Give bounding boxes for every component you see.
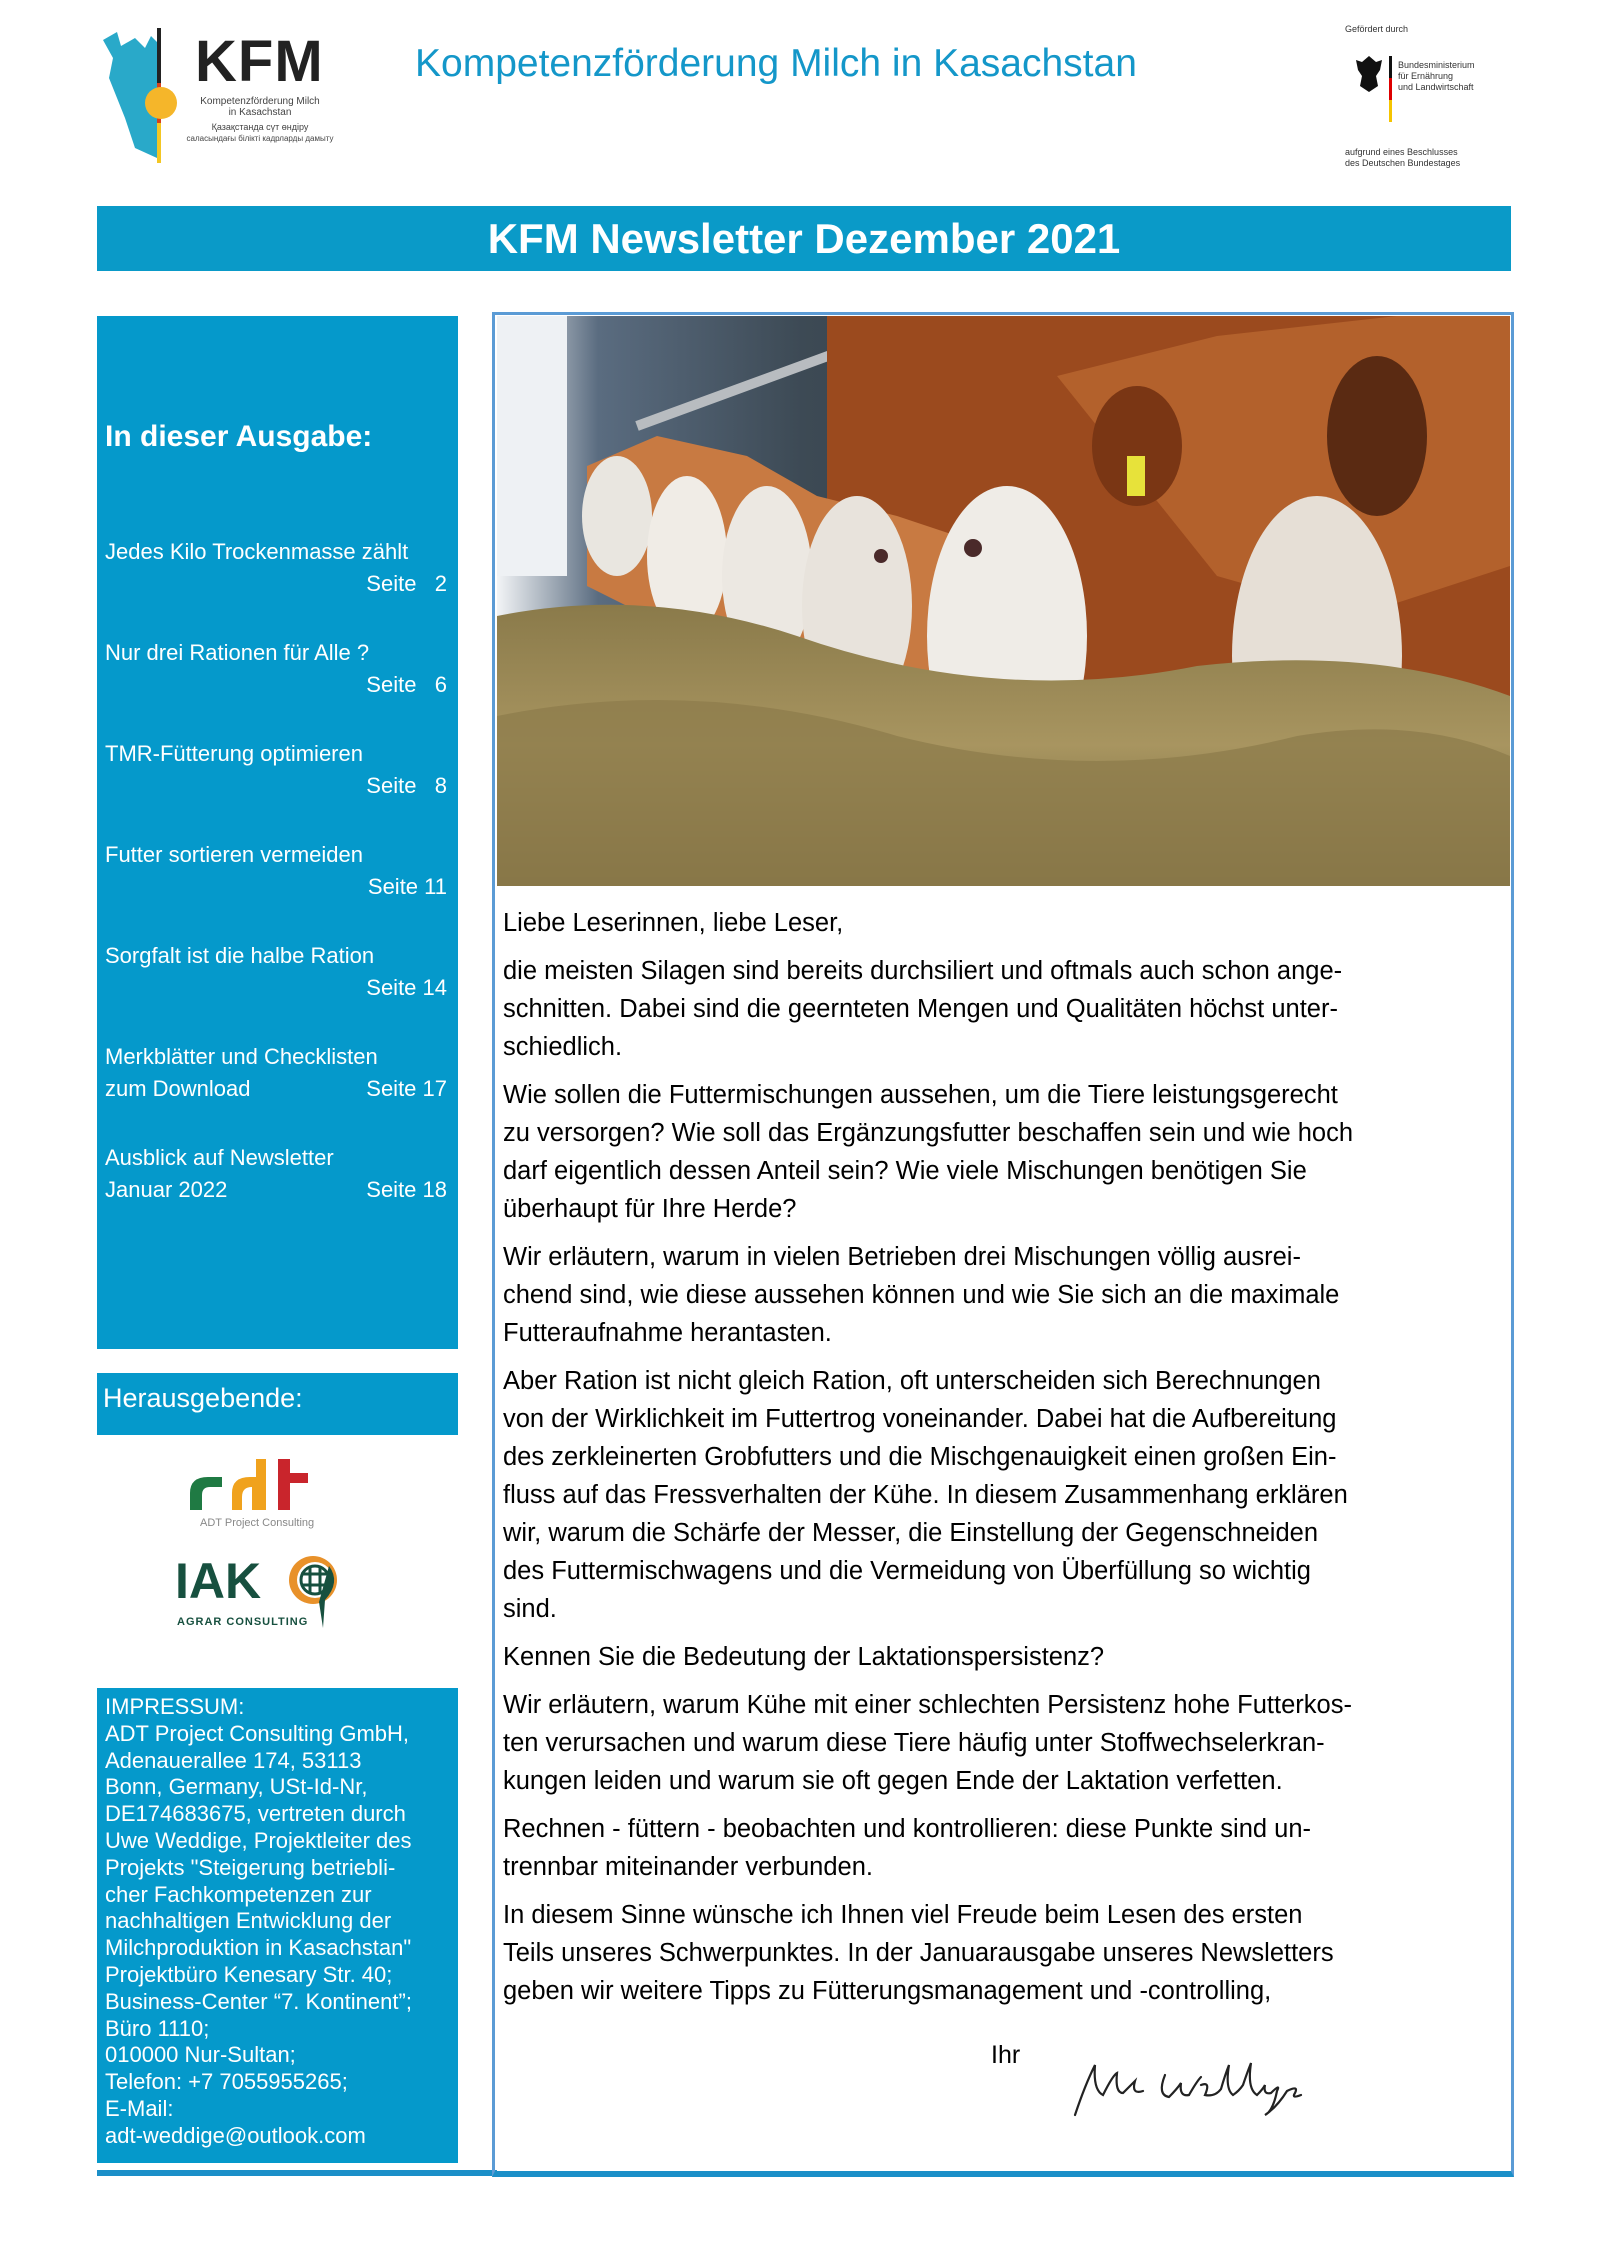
- letter-line: geben wir weitere Tipps zu Fütterungsmanagement und -controlling,: [503, 1977, 1272, 2005]
- funder-intro: Gefördert durch: [1345, 24, 1409, 34]
- letter-line: zu versorgen? Wie soll das Ergänzungsfutter beschaffen sein und wie hoch: [503, 1119, 1354, 1147]
- letter-line: des Futtermischwagens und die Vermeidung von Überfüllung so wichtig: [503, 1557, 1311, 1585]
- letter-line: chend sind, wie diese aussehen können und wie Sie sich an die maximale: [503, 1281, 1340, 1309]
- toc-item-page: Seite 2: [366, 571, 447, 596]
- kfm-logo: [95, 28, 365, 163]
- letter-line: darf eigentlich dessen Anteil sein? Wie viele Mischungen benötigen Sie: [503, 1157, 1307, 1185]
- toc-item-title-cont: Januar 2022: [105, 1177, 228, 1202]
- letter-paragraph: [503, 1362, 1503, 1628]
- impressum: [97, 1688, 458, 2163]
- toc-item-title: Merkblätter und Checklisten: [105, 1044, 378, 1069]
- toc-item-page: Seite 17: [366, 1076, 447, 1101]
- impressum-line: Uwe Weddige, Projektleiter des: [105, 1827, 412, 1853]
- flag-stripe-black: [1389, 56, 1392, 78]
- funder-resolution: des Deutschen Bundestages: [1345, 158, 1461, 168]
- funder-ministry: und Landwirtschaft: [1398, 82, 1474, 92]
- newsletter-title: KFM Newsletter Dezember 2021: [487, 214, 1121, 262]
- kfm-logo-subtitle: саласындағы білікті кадрларды дамыту: [186, 134, 334, 143]
- impressum-line: Adenauerallee 174, 53113: [105, 1747, 362, 1773]
- editorial-letter: [503, 904, 1503, 2020]
- toc-item[interactable]: [105, 536, 447, 600]
- toc-item-title-cont: zum Download: [105, 1076, 251, 1101]
- newsletter-title-banner: [97, 206, 1511, 271]
- toc-item[interactable]: [105, 1041, 447, 1105]
- letter-line: schiedlich.: [503, 1033, 623, 1061]
- letter-paragraph: [503, 1810, 1503, 1886]
- impressum-line: Projektbüro Kenesary Str. 40;: [105, 1961, 393, 1987]
- header-title: Kompetenzförderung Milch in Kasachstan: [415, 42, 1137, 85]
- adt-logo: [180, 1455, 350, 1535]
- letter-line: Kennen Sie die Bedeutung der Laktationspersistenz?: [503, 1643, 1105, 1671]
- letter-line: Wie sollen die Futtermischungen aussehen, um die Tiere leistungsgerecht: [503, 1081, 1338, 1109]
- flag-stripe-red: [1389, 78, 1392, 100]
- funder-ministry: Bundesministerium: [1398, 60, 1475, 70]
- letter-paragraph: [503, 1076, 1503, 1228]
- letter-line: kungen leiden und warum sie oft gegen Ende der Laktation verfetten.: [503, 1767, 1283, 1795]
- impressum-line: nachhaltigen Entwicklung der: [105, 1908, 392, 1934]
- funder-ministry: für Ernährung: [1398, 71, 1454, 81]
- toc-heading: In dieser Ausgabe:: [105, 420, 373, 453]
- toc-item[interactable]: [105, 839, 447, 903]
- kfm-logo-subtitle: Қазақстанда сүт өндіру: [211, 122, 309, 132]
- letter-closing: Ihr: [991, 2041, 1021, 2069]
- flag-stripe-gold: [1389, 100, 1392, 122]
- letter-line: Wir erläutern, warum Kühe mit einer schlechten Persistenz hohe Futterkos-: [503, 1691, 1352, 1719]
- letter-line: des zerkleinerten Grobfutters und die Mischgenauigkeit einen großen Ein-: [503, 1443, 1337, 1471]
- impressum-line: Bonn, Germany, USt-Id-Nr,: [105, 1774, 368, 1800]
- impressum-line: E-Mail:: [105, 2095, 174, 2121]
- letter-line: Aber Ration ist nicht gleich Ration, oft unterscheiden sich Berechnungen: [503, 1367, 1321, 1395]
- letter-line: fluss auf das Fressverhalten der Kühe. In diesem Zusammenhang erklären: [503, 1481, 1348, 1509]
- toc-item[interactable]: [105, 940, 447, 1004]
- letter-line: überhaupt für Ihre Herde?: [503, 1195, 797, 1223]
- federal-eagle-icon: [1354, 54, 1384, 94]
- cows-feeding-photo: [497, 316, 1510, 886]
- letter-line: Rechnen - füttern - beobachten und kontrollieren: diese Punkte sind un-: [503, 1815, 1312, 1843]
- table-of-contents: [97, 316, 458, 1349]
- toc-item-page: Seite 8: [366, 773, 447, 798]
- toc-item-page: Seite 14: [366, 975, 447, 1000]
- letter-paragraph: [503, 952, 1503, 1066]
- toc-item[interactable]: [105, 637, 447, 701]
- signature-image: [1065, 2045, 1355, 2125]
- kfm-logo-subtitle: in Kasachstan: [228, 107, 292, 118]
- impressum-line: cher Fachkompetenzen zur: [105, 1881, 372, 1907]
- publishers-heading: Herausgebende:: [103, 1383, 303, 1413]
- letter-line: wir, warum die Schärfe der Messer, die Einstellung der Gegenschneiden: [503, 1519, 1319, 1547]
- letter-line: Wir erläutern, warum in vielen Betrieben drei Mischungen völlig ausrei-: [503, 1243, 1301, 1271]
- funder-logo: [1340, 20, 1540, 170]
- impressum-line: IMPRESSUM:: [105, 1694, 245, 1719]
- toc-item-page: Seite 11: [367, 874, 447, 899]
- toc-item-title: Jedes Kilo Trockenmasse zählt: [105, 539, 409, 564]
- impressum-line: ADT Project Consulting GmbH,: [105, 1720, 410, 1746]
- impressum-line: Projekts "Steigerung betriebli-: [105, 1854, 396, 1880]
- toc-item[interactable]: [105, 738, 447, 802]
- letter-line: Futteraufnahme herantasten.: [503, 1319, 832, 1347]
- letter-line: In diesem Sinne wünsche ich Ihnen viel Freude beim Lesen des ersten: [503, 1901, 1303, 1929]
- kfm-logo-text: KFM: [195, 29, 324, 94]
- toc-item-page: Seite 18: [366, 1177, 447, 1202]
- divider: [97, 2170, 497, 2176]
- iak-logo-mark: IAK: [175, 1553, 262, 1609]
- toc-item-title: Nur drei Rationen für Alle ?: [105, 640, 370, 665]
- iak-logo-text: AGRAR CONSULTING: [177, 1616, 309, 1628]
- impressum-email[interactable]: adt-weddige@outlook.com: [105, 2122, 366, 2148]
- adt-logo-mark: [180, 1455, 350, 1515]
- impressum-line: Milchproduktion in Kasachstan": [105, 1935, 412, 1961]
- letter-paragraph: [503, 1686, 1503, 1800]
- letter-line: schnitten. Dabei sind die geernteten Mengen und Qualitäten höchst unter-: [503, 995, 1338, 1023]
- adt-logo-text: ADT Project Consulting: [200, 1517, 315, 1529]
- letter-line: trennbar miteinander verbunden.: [503, 1853, 873, 1881]
- handwritten-signature: [1065, 2045, 1355, 2125]
- letter-paragraph: [503, 1238, 1503, 1352]
- toc-item-title: Ausblick auf Newsletter: [105, 1145, 334, 1170]
- toc-item-title: Futter sortieren vermeiden: [105, 842, 363, 867]
- letter-line: von der Wirklichkeit im Futtertrog voneinander. Dabei hat die Aufbereitung: [503, 1405, 1337, 1433]
- letter-line: die meisten Silagen sind bereits durchsiliert und oftmals auch schon ange-: [503, 957, 1343, 985]
- impressum-line: Business-Center “7. Kontinent”;: [105, 1988, 412, 2014]
- funder-resolution: aufgrund eines Beschlusses: [1345, 147, 1458, 157]
- letter-line: sind.: [503, 1595, 557, 1623]
- impressum-line: Büro 1110;: [105, 2015, 210, 2041]
- impressum-line: 010000 Nur-Sultan;: [105, 2042, 296, 2068]
- iak-logo: [175, 1552, 355, 1637]
- impressum-line: Telefon: +7 7055955265;: [105, 2069, 348, 2095]
- toc-item[interactable]: [105, 1142, 447, 1206]
- impressum-line: DE174683675, vertreten durch: [105, 1801, 406, 1827]
- letter-paragraph: [503, 1896, 1503, 2010]
- kfm-logo-subtitle: Kompetenzförderung Milch: [200, 96, 320, 107]
- publishers-heading-band: [97, 1373, 458, 1435]
- letter-line: Liebe Leserinnen, liebe Leser,: [503, 909, 844, 937]
- letter-line: ten verursachen und warum diese Tiere häufig unter Stoffwechselerkran-: [503, 1729, 1325, 1757]
- toc-item-page: Seite 6: [366, 672, 447, 697]
- letter-paragraph: [503, 904, 1503, 942]
- letter-line: Teils unseres Schwerpunktes. In der Januarausgabe unseres Newsletters: [503, 1939, 1334, 1967]
- letter-paragraph: [503, 1638, 1503, 1676]
- toc-item-title: Sorgfalt ist die halbe Ration: [105, 943, 375, 968]
- toc-item-title: TMR-Fütterung optimieren: [105, 741, 363, 766]
